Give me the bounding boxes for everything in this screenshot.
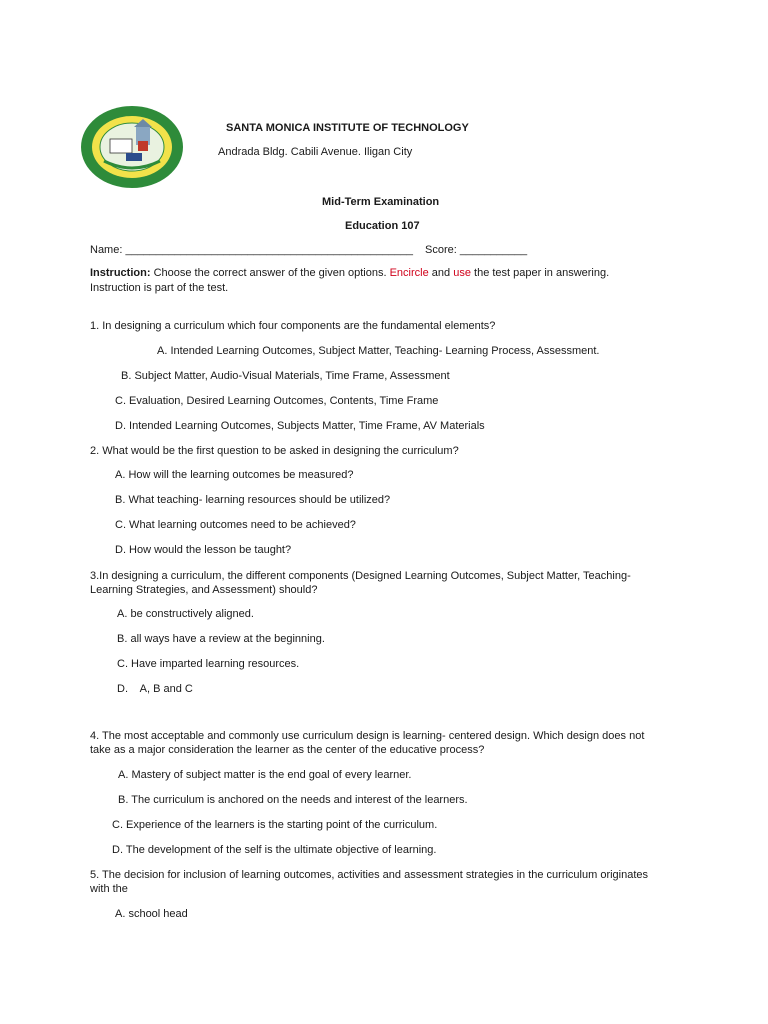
question-4-line-2: take as a major consideration the learner as the center of the educative process?	[90, 744, 485, 756]
instruction-line-2: Instruction is part of the test.	[90, 282, 229, 294]
instruction-text-2: the test paper in answering.	[474, 267, 610, 279]
q1-option-b: B. Subject Matter, Audio-Visual Materials, Time Frame, Assessment	[121, 370, 450, 382]
school-logo	[80, 105, 184, 189]
question-5-line-1: 5. The decision for inclusion of learning outcomes, activities and assessment strategies in the curriculum originates	[90, 869, 649, 881]
exam-title: Mid-Term Examination	[322, 196, 440, 208]
q3-option-d: D. A, B and C	[117, 683, 193, 695]
q5-option-a: A. school head	[115, 908, 188, 920]
score-line: Score: ___________	[425, 244, 528, 256]
q3-option-c: C. Have imparted learning resources.	[117, 658, 300, 670]
school-name: SANTA MONICA INSTITUTE OF TECHNOLOGY	[226, 122, 469, 134]
instruction-and: and	[431, 267, 451, 279]
instruction-use: use	[453, 267, 471, 279]
question-5-line-2: with the	[90, 883, 128, 895]
q3-option-b: B. all ways have a review at the beginning.	[117, 633, 325, 645]
q4-option-c: C. Experience of the learners is the starting point of the curriculum.	[112, 819, 438, 831]
q3-option-a: A. be constructively aligned.	[117, 608, 254, 620]
instruction-label: Instruction:	[90, 267, 151, 279]
question-4-line-1: 4. The most acceptable and commonly use curriculum design is learning- centered design. Which design does not	[90, 730, 645, 742]
q1-option-d: D. Intended Learning Outcomes, Subjects Matter, Time Frame, AV Materials	[115, 420, 485, 432]
q4-option-d: D. The development of the self is the ultimate objective of learning.	[112, 844, 437, 856]
q2-option-d: D. How would the lesson be taught?	[115, 544, 292, 556]
name-line: Name: _______________________________________________	[90, 244, 413, 256]
instruction-line-1	[90, 266, 609, 280]
exam-subject: Education 107	[345, 220, 420, 232]
q1-option-a: A. Intended Learning Outcomes, Subject Matter, Teaching- Learning Process, Assessment.	[157, 345, 600, 357]
q2-option-b: B. What teaching- learning resources should be utilized?	[115, 494, 391, 506]
q2-option-a: A. How will the learning outcomes be measured?	[115, 469, 354, 481]
q4-option-a: A. Mastery of subject matter is the end goal of every learner.	[118, 769, 412, 781]
q4-option-b: B. The curriculum is anchored on the needs and interest of the learners.	[118, 794, 468, 806]
school-address: Andrada Bldg. Cabili Avenue. Iligan City	[218, 146, 413, 158]
question-2: 2. What would be the first question to be asked in designing the curriculum?	[90, 445, 459, 457]
question-3-line-2: Learning Strategies, and Assessment) should?	[90, 584, 318, 596]
instruction-encircle: Encircle	[389, 267, 429, 279]
q2-option-c: C. What learning outcomes need to be achieved?	[115, 519, 356, 531]
instruction-text: Choose the correct answer of the given options.	[153, 267, 387, 279]
q1-option-c: C. Evaluation, Desired Learning Outcomes, Contents, Time Frame	[115, 395, 439, 407]
question-3-line-1: 3.In designing a curriculum, the different components (Designed Learning Outcomes, Subject Matter, Teaching-	[90, 570, 631, 582]
question-1: 1. In designing a curriculum which four components are the fundamental elements?	[90, 320, 496, 332]
